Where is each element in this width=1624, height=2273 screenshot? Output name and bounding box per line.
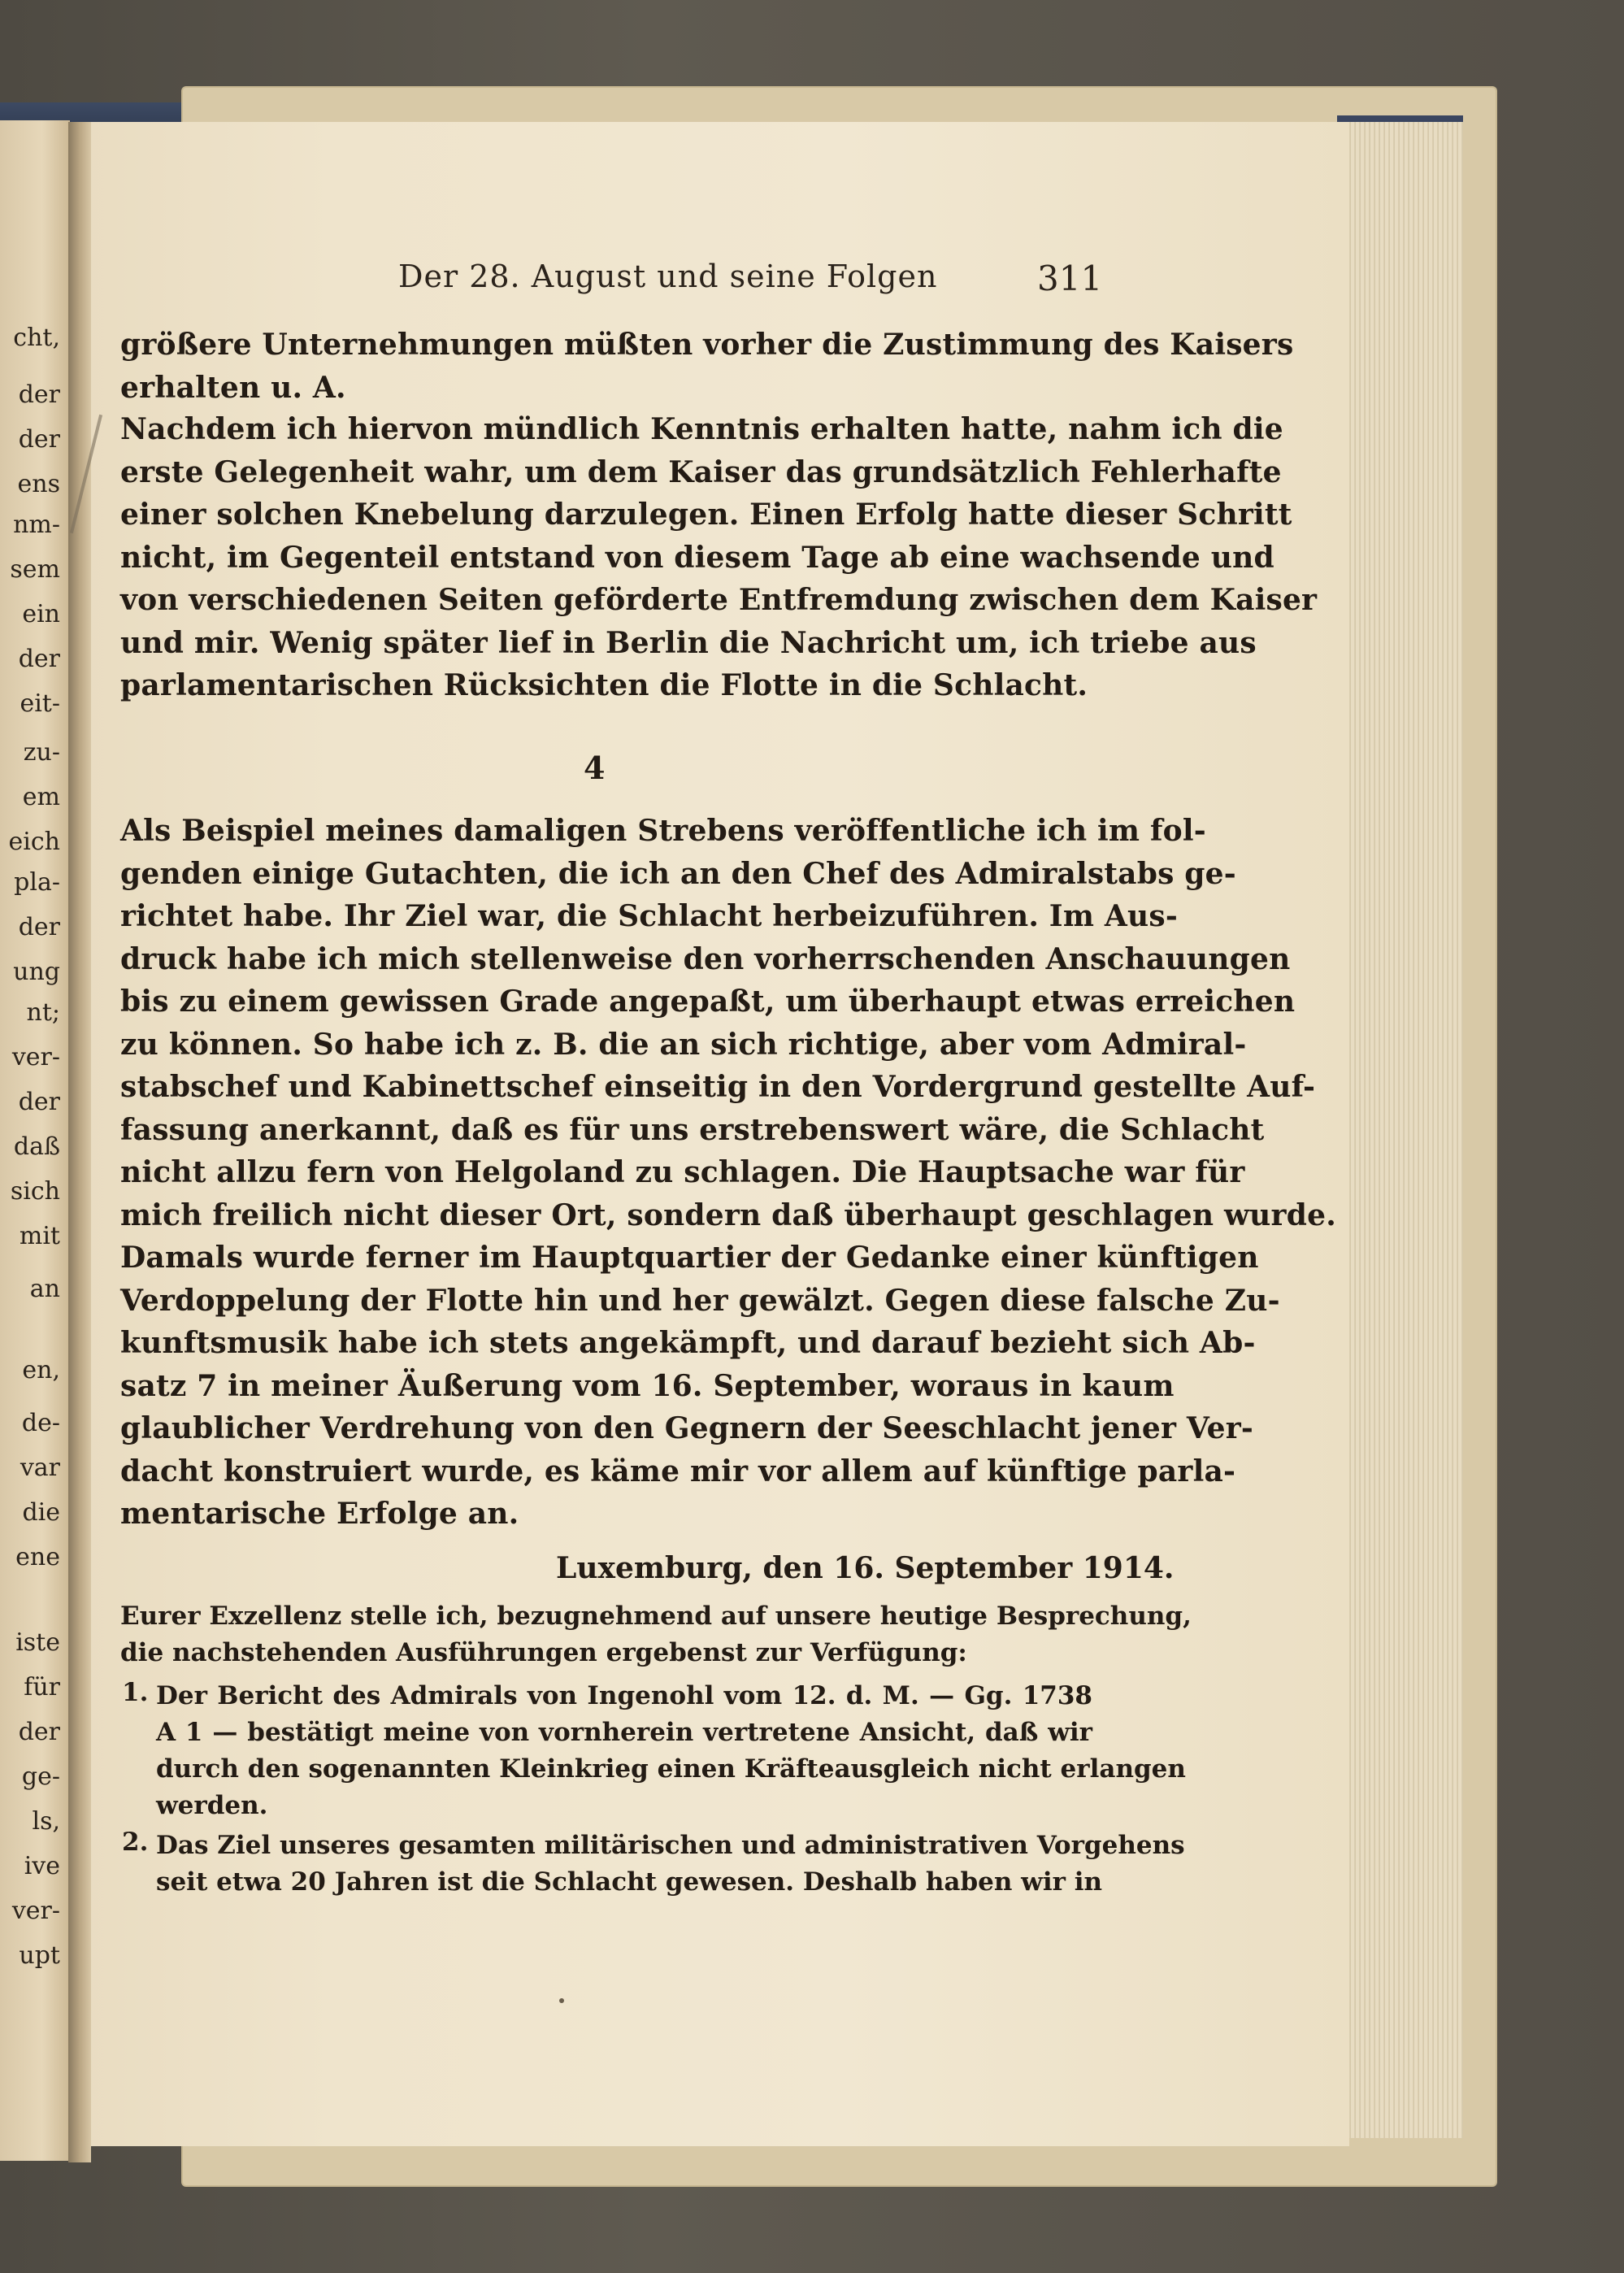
text-line: Eurer Exzellenz stelle ich, bezugnehmend auf unsere heutige Besprechung, <box>120 1602 1192 1631</box>
previous-page-text-fragment: cht, <box>13 324 60 352</box>
previous-page-text-fragment: eit- <box>20 689 60 718</box>
text-line: durch den sogenannten Kleinkrieg einen Kräfteausgleich nicht erlangen <box>156 1754 1186 1784</box>
text-line: größere Unternehmungen müßten vorher die Zustimmung des Kaisers <box>120 328 1294 362</box>
text-line: zu können. So habe ich z. B. die an sich richtige, aber vom Admiral- <box>120 1027 1247 1062</box>
previous-page-text-fragment: ung <box>13 958 60 986</box>
text-line: satz 7 in meiner Äußerung vom 16. September, woraus in kaum <box>120 1368 1175 1403</box>
section-number: 4 <box>584 750 606 786</box>
text-line: erhalten u. A. <box>120 370 346 405</box>
previous-page-text-fragment: der <box>18 645 60 673</box>
text-line: Nachdem ich hiervon mündlich Kenntnis erhalten hatte, nahm ich die <box>120 412 1283 446</box>
numbered-list <box>122 1678 1186 1904</box>
running-head-title: Der 28. August und seine Folgen <box>398 259 938 294</box>
previous-page-text-fragment: der <box>18 1088 60 1116</box>
letter-intro <box>120 1598 1192 1671</box>
text-line: richtet habe. Ihr Ziel war, die Schlacht herbeizuführen. Im Aus- <box>120 899 1178 933</box>
text-line: druck habe ich mich stellenweise den vorherrschenden Anschauungen <box>120 941 1291 976</box>
print-speck <box>559 1998 564 2003</box>
previous-page-text-fragment: nm- <box>13 511 60 539</box>
text-line: werden. <box>156 1791 268 1820</box>
previous-page-text-fragment: em <box>22 783 60 811</box>
previous-page-text-fragment: iste <box>15 1628 60 1657</box>
previous-page-text-fragment: zu- <box>23 738 60 767</box>
list-marker: 2. <box>122 1828 149 1857</box>
previous-page-text-fragment: die <box>22 1498 60 1527</box>
letter-dateline: Luxemburg, den 16. September 1914. <box>556 1551 1175 1585</box>
text-line: mich freilich nicht dieser Ort, sondern daß überhaupt geschlagen wurde. <box>120 1197 1336 1232</box>
book-gutter <box>68 122 91 2162</box>
text-line: glaublicher Verdrehung von den Gegnern der Seeschlacht jener Ver- <box>120 1411 1254 1445</box>
previous-page-text-fragment: eich <box>8 828 60 856</box>
previous-page-text-fragment: sich <box>10 1177 60 1206</box>
previous-page-text-fragment: der <box>18 380 60 409</box>
page-block-edges <box>1337 122 1463 2138</box>
previous-page-text-fragment: ver- <box>11 1043 60 1071</box>
previous-page-text-fragment: ls, <box>32 1807 60 1836</box>
text-line: bis zu einem gewissen Grade angepaßt, um überhaupt etwas erreichen <box>120 984 1296 1019</box>
text-line: seit etwa 20 Jahren ist die Schlacht gewesen. Deshalb haben wir in <box>156 1867 1103 1897</box>
previous-page-text-fragment: ive <box>24 1852 60 1880</box>
text-line: die nachstehenden Ausführungen ergebenst zur Verfügung: <box>120 1638 967 1667</box>
previous-page-text-fragment: an <box>29 1275 60 1303</box>
previous-page-text-fragment: der <box>18 1718 60 1746</box>
previous-page-edge <box>0 120 70 2161</box>
text-line: genden einige Gutachten, die ich an den Chef des Admiralstabs ge- <box>120 856 1236 891</box>
text-line: dacht konstruiert wurde, es käme mir vor allem auf künftige parla- <box>120 1454 1236 1489</box>
paragraph-2 <box>120 408 1318 707</box>
previous-page-text-fragment: der <box>18 913 60 941</box>
text-line: einer solchen Knebelung darzulegen. Einen Erfolg hatte dieser Schritt <box>120 498 1292 532</box>
previous-page-text-fragment: var <box>20 1454 60 1482</box>
previous-page-text-fragment: der <box>18 425 60 454</box>
text-line: A 1 — bestätigt meine von vornherein vertretene Ansicht, daß wir <box>156 1718 1092 1747</box>
page-number: 311 <box>1037 259 1103 298</box>
previous-page-text-fragment: upt <box>19 1941 60 1970</box>
previous-page-text-fragment: en, <box>22 1356 60 1384</box>
previous-page-text-fragment: ene <box>15 1543 60 1571</box>
previous-page-text-fragment: für <box>24 1673 60 1701</box>
previous-page-text-fragment: mit <box>19 1222 60 1250</box>
text-line: von verschiedenen Seiten geförderte Entfremdung zwischen dem Kaiser <box>120 583 1318 617</box>
paragraph-3 <box>120 810 1336 1536</box>
text-line: kunftsmusik habe ich stets angekämpft, und darauf bezieht sich Ab- <box>120 1326 1256 1360</box>
text-line: erste Gelegenheit wahr, um dem Kaiser das grundsätzlich Fehlerhafte <box>120 454 1282 489</box>
previous-page-text-fragment: ver- <box>11 1897 60 1925</box>
previous-page-text-fragment: sem <box>10 555 60 584</box>
previous-page-text-fragment: ge- <box>21 1762 60 1791</box>
text-line: stabschef und Kabinettschef einseitig in den Vordergrund gestellte Auf- <box>120 1070 1316 1104</box>
text-line: und mir. Wenig später lief in Berlin die Nachricht um, ich triebe aus <box>120 625 1257 660</box>
list-item <box>122 1678 1186 1824</box>
text-line: Der Bericht des Admirals von Ingenohl vom 12. d. M. — Gg. 1738 <box>156 1681 1092 1710</box>
previous-page-text-fragment: ein <box>22 600 60 628</box>
list-marker: 1. <box>122 1678 149 1707</box>
previous-page-text-fragment: ens <box>17 470 60 498</box>
previous-page-text-fragment: daß <box>13 1132 60 1161</box>
text-line: mentarische Erfolge an. <box>120 1497 519 1531</box>
previous-page-text-fragment: nt; <box>26 998 60 1027</box>
text-line: Damals wurde ferner im Hauptquartier der Gedanke einer künftigen <box>120 1241 1259 1275</box>
previous-page-text-fragment: pla- <box>14 868 60 897</box>
previous-page-text-fragment: de- <box>21 1409 60 1437</box>
paragraph-1 <box>120 324 1294 409</box>
text-line: nicht, im Gegenteil entstand von diesem Tage ab eine wachsende und <box>120 540 1274 575</box>
list-item <box>122 1828 1185 1901</box>
text-line: fassung anerkannt, daß es für uns erstrebenswert wäre, die Schlacht <box>120 1112 1265 1147</box>
text-line: Als Beispiel meines damaligen Strebens veröffentliche ich im fol- <box>120 814 1206 848</box>
text-line: Das Ziel unseres gesamten militärischen und administrativen Vorgehens <box>156 1831 1185 1860</box>
text-line: nicht allzu fern von Helgoland zu schlagen. Die Hauptsache war für <box>120 1155 1245 1189</box>
text-line: parlamentarischen Rücksichten die Flotte in die Schlacht. <box>120 668 1088 702</box>
text-line: Verdoppelung der Flotte hin und her gewälzt. Gegen diese falsche Zu- <box>120 1283 1280 1318</box>
